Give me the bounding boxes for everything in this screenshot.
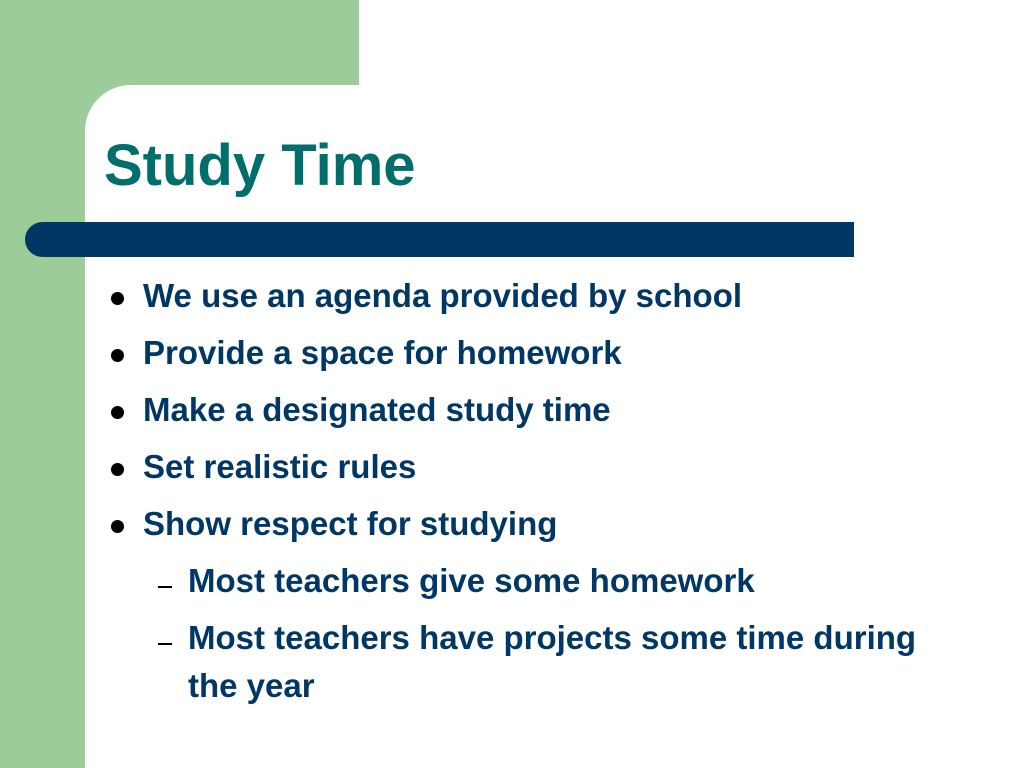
bullet-dot-icon	[111, 406, 124, 419]
list-item: Make a designated study time	[143, 391, 611, 428]
bullet-dot-icon	[111, 292, 124, 305]
list-item: Set realistic rules	[143, 448, 417, 485]
bullet-dot-icon	[111, 349, 124, 362]
slide-title: Study Time	[104, 133, 416, 198]
bullet-dot-icon	[111, 463, 124, 476]
list-item: We use an agenda provided by school	[143, 277, 743, 314]
list-item: Provide a space for homework	[143, 334, 622, 371]
title-divider-bar	[25, 222, 854, 257]
sub-bullet-dash-icon	[158, 643, 172, 645]
bullet-dot-icon	[111, 520, 124, 533]
sub-bullet-dash-icon	[158, 586, 172, 588]
sub-list-item: Most teachers give some homework	[188, 562, 755, 599]
sub-list-item: Most teachers have projects some time during the year	[188, 619, 917, 704]
list-item: Show respect for studying	[143, 505, 558, 542]
